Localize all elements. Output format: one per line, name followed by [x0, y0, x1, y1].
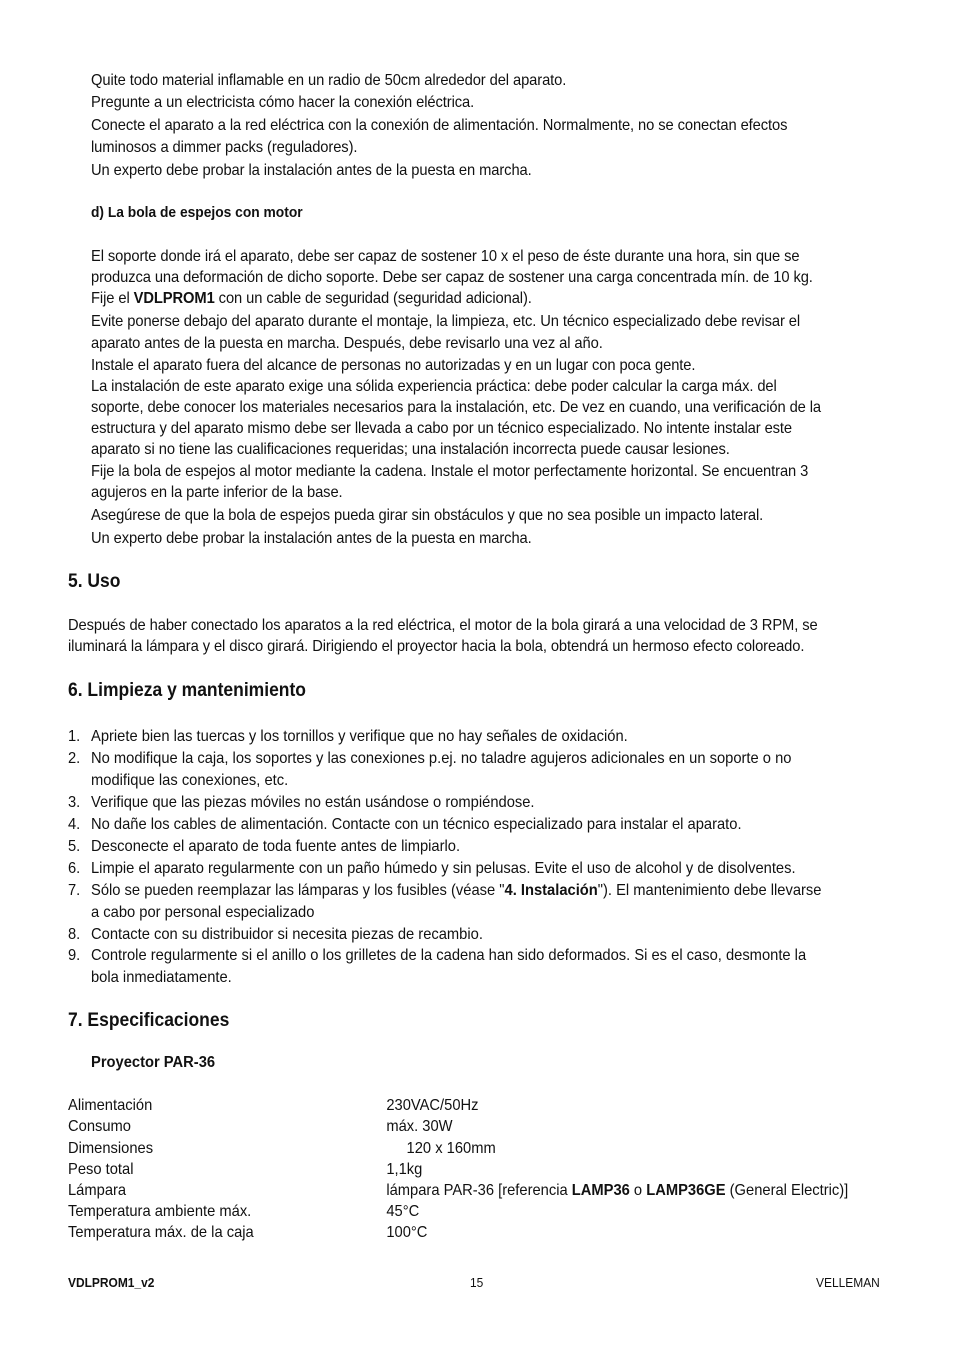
- list-text-ref: 4. Instalación: [504, 882, 598, 899]
- list-number: 6.: [68, 860, 81, 877]
- spec-key: Temperatura máx. de la caja: [68, 1224, 254, 1241]
- spec-value: 230VAC/50Hz: [386, 1097, 479, 1114]
- list-text: Controle regularmente si el anillo o los grilletes de la cadena han sido deformados. Si es el caso, desmonte la: [91, 947, 807, 964]
- section-d-line-11: Fije la bola de espejos al motor mediante la cadena. Instale el motor perfectamente horizontal. Se encuentran 3: [91, 463, 809, 480]
- section-d-line-6: Instale el aparato fuera del alcance de personas no autorizadas y en un lugar con poca gente.: [91, 357, 696, 374]
- spec-value-lamp36: LAMP36: [571, 1182, 630, 1199]
- list-number: 5.: [68, 838, 81, 855]
- list-text: Limpie el aparato regularmente con un paño húmedo y sin pelusas. Evite el uso de alcohol y de disolventes.: [91, 860, 796, 877]
- intro-line-2: Pregunte a un electricista cómo hacer la conexión eléctrica.: [91, 94, 475, 111]
- section-d-title: d) La bola de espejos con motor: [91, 204, 303, 221]
- spec-row: [68, 1201, 419, 1222]
- spec-value-pre: lámpara PAR-36 [referencia: [386, 1182, 572, 1199]
- spec-key: Temperatura ambiente máx.: [68, 1203, 252, 1220]
- spec-key: Alimentación: [68, 1097, 153, 1114]
- spec-key: Dimensiones: [68, 1140, 154, 1157]
- list-item: [68, 880, 821, 923]
- list-item: [68, 945, 806, 988]
- section-d-line-13: Asegúrese de que la bola de espejos pueda girar sin obstáculos y que no sea posible un impacto lateral.: [91, 507, 764, 524]
- section-d-line-2: produzca una deformación de dicho soporte. Debe ser capaz de sostener una carga concentrada mín. de 10 kg.: [91, 269, 813, 286]
- section-d-line-8: soporte, debe conocer los materiales necesarios para la instalación, etc. De vez en cuando, una verificación de la: [91, 399, 822, 416]
- list-item: [68, 858, 796, 880]
- list-number: 9.: [68, 947, 81, 964]
- list-item: [68, 814, 742, 836]
- fix-suffix: con un cable de seguridad (seguridad adicional).: [214, 290, 532, 307]
- list-text-cont: a cabo por personal especializado: [91, 903, 315, 921]
- spec-key: Lámpara: [68, 1182, 127, 1199]
- fix-model: VDLPROM1: [133, 290, 215, 307]
- list-text: Desconecte el aparato de toda fuente antes de limpiarlo.: [91, 838, 461, 855]
- footer-doc-id: VDLPROM1_v2: [68, 1275, 155, 1290]
- section-d-fix-line: [91, 288, 827, 310]
- list-text: No dañe los cables de alimentación. Contacte con un técnico especializado para instalar el aparato.: [91, 816, 742, 833]
- list-item: [68, 726, 628, 748]
- spec-row: [68, 1180, 848, 1201]
- section-5-heading: 5. Uso: [68, 571, 121, 592]
- section-6-heading: 6. Limpieza y mantenimiento: [68, 680, 306, 701]
- section-d-line-7: La instalación de este aparato exige una sólida experiencia práctica: debe poder calcular la carga máx. del: [91, 378, 777, 395]
- spec-value-mid: o: [629, 1182, 647, 1199]
- footer-page-number: 15: [470, 1275, 484, 1290]
- section-d-line-5: aparato antes de la puesta en marcha. Después, debe revisarlo una vez al año.: [91, 335, 603, 352]
- spec-value: 120 x 160mm: [406, 1140, 496, 1157]
- spec-row: [68, 1222, 427, 1243]
- list-number: 3.: [68, 794, 81, 811]
- list-number: 7.: [68, 882, 81, 899]
- spec-value: 100°C: [386, 1224, 428, 1241]
- footer-brand: VELLEMAN: [816, 1275, 880, 1290]
- spec-row: [68, 1159, 422, 1180]
- spec-value-lamp36ge: LAMP36GE: [646, 1182, 726, 1199]
- list-text-post: "). El mantenimiento debe llevarse: [597, 882, 822, 899]
- list-text: No modifique la caja, los soportes y las conexiones p.ej. no taladre agujeros adicionales en un soporte o no: [91, 750, 792, 767]
- spec-key: Peso total: [68, 1161, 134, 1178]
- list-number: 4.: [68, 816, 81, 833]
- section-d-line-10: aparato si no tiene las cualificaciones requeridas; una instalación incorrecta puede causar lesiones.: [91, 441, 730, 458]
- list-item: [68, 748, 791, 791]
- spec-value-post: (General Electric)]: [725, 1182, 849, 1199]
- fix-prefix: Fije el: [91, 290, 134, 307]
- spec-value: máx. 30W: [386, 1118, 453, 1135]
- section-d-line-12: agujeros en la parte inferior de la base.: [91, 484, 343, 501]
- list-text: Apriete bien las tuercas y los tornillos y verifique que no hay señales de oxidación.: [91, 728, 628, 745]
- section-7-heading: 7. Especificaciones: [68, 1010, 230, 1031]
- section-d-line-1: El soporte donde irá el aparato, debe ser capaz de sostener 10 x el peso de éste durante una hora, sin que se: [91, 248, 800, 265]
- list-number: 8.: [68, 926, 81, 943]
- list-text: Verifique que las piezas móviles no están usándose o rompiéndose.: [91, 794, 535, 811]
- spec-value: 1,1kg: [386, 1161, 423, 1178]
- spec-row: [68, 1138, 496, 1159]
- spec-row: [68, 1116, 453, 1137]
- list-text-pre: Sólo se pueden reemplazar las lámparas y los fusibles (véase ": [91, 882, 505, 899]
- list-text: Contacte con su distribuidor si necesita piezas de recambio.: [91, 926, 483, 943]
- spec-key: Consumo: [68, 1118, 132, 1135]
- section-d-line-9: estructura y del aparato mismo debe ser llevada a cabo por un técnico especializado. No intente instalar este: [91, 420, 793, 437]
- list-item: [68, 924, 483, 946]
- list-item: [68, 836, 460, 858]
- intro-line-4: luminosos a dimmer packs (reguladores).: [91, 139, 358, 156]
- intro-line-3: Conecte el aparato a la red eléctrica con la conexión de alimentación. Normalmente, no se conectan efectos: [91, 117, 788, 134]
- list-number: 1.: [68, 728, 81, 745]
- section-5-line-1: Después de haber conectado los aparatos a la red eléctrica, el motor de la bola girará a una velocidad de 3 RPM, se: [68, 617, 818, 634]
- list-text-cont: bola inmediatamente.: [91, 968, 232, 986]
- spec-row: [68, 1095, 479, 1116]
- section-d-line-4: Evite ponerse debajo del aparato durante el montaje, la limpieza, etc. Un técnico especializado debe revisar el: [91, 313, 801, 330]
- spec-subtitle: Proyector PAR-36: [91, 1054, 216, 1071]
- list-number: 2.: [68, 750, 81, 767]
- list-text-cont: modifique las conexiones, etc.: [91, 771, 289, 789]
- list-item: [68, 792, 535, 814]
- intro-line-5: Un experto debe probar la instalación antes de la puesta en marcha.: [91, 162, 532, 179]
- section-5-line-2: iluminará la lámpara y el disco girará. Dirigiendo el proyector hacia la bola, obtendrá un hermoso efecto coloreado.: [68, 638, 805, 655]
- spec-value: 45°C: [386, 1203, 420, 1220]
- intro-line-1: Quite todo material inflamable en un radio de 50cm alrededor del aparato.: [91, 72, 567, 89]
- section-d-line-14: Un experto debe probar la instalación antes de la puesta en marcha.: [91, 530, 532, 547]
